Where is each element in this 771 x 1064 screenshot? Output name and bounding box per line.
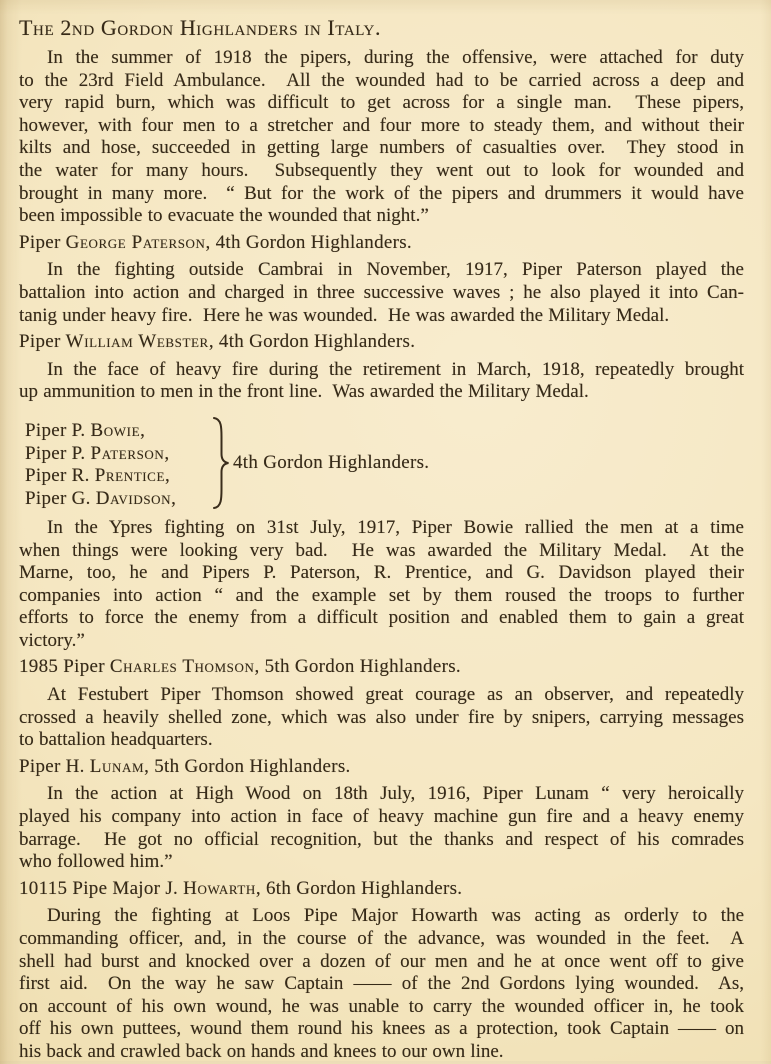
text-line: brought in many more. “ But for the work of the pipers and drummers it would have — [19, 182, 744, 204]
text-run: Piper H. — [19, 755, 90, 777]
text-run: , — [164, 465, 171, 487]
smallcaps-text: The 2nd Gordon Highlanders in Italy. — [19, 15, 382, 40]
smallcaps-text: William Webster — [65, 331, 209, 353]
piper-name — [25, 420, 211, 443]
text-line: to battalion headquarters. — [19, 729, 213, 751]
text-line: the water for many hours. Subsequently they went out to look for wounded and — [19, 159, 744, 181]
text-line: played his company into action in face of heavy machine gun fire and a heavy enemy — [19, 806, 744, 828]
paragraph — [19, 359, 744, 404]
text-line: barrage. He got no official recognition, but the thanks and respect of his comrades — [19, 828, 744, 850]
text-line: first aid. On the way he saw Captain —— of the 2nd Gordons lying wounded. As, — [19, 973, 744, 995]
text-line: to the 23rd Field Ambulance. All the wounded had to be carried across a deep and — [19, 69, 744, 91]
text-line: off his own puttees, wound them round his knees as a protection, took Captain —— on — [19, 1018, 744, 1040]
text-run: , — [164, 442, 170, 464]
text-line: crossed a heavily shelled zone, which was also under fire by snipers, carrying messages — [19, 706, 744, 728]
section-heading — [19, 656, 744, 679]
text-run: Piper G. — [25, 488, 96, 509]
text-line: kilts and hose, succeeded in getting large numbers of casualties over. They stood in — [19, 137, 744, 159]
paragraph — [19, 783, 744, 873]
text-line: Marne, too, he and Pipers P. Paterson, R. Prentice, and G. Davidson played their — [19, 562, 744, 584]
piper-brace-group — [25, 416, 744, 515]
paragraph — [19, 905, 744, 1063]
curly-brace-icon — [211, 416, 231, 515]
piper-name-list — [25, 420, 211, 510]
text-run: , 5th Gordon Highlanders. — [254, 656, 461, 678]
page-title — [19, 15, 744, 41]
text-line: At Festubert Piper Thomson showed great courage as an observer, and repeatedly — [47, 684, 744, 706]
section-heading — [19, 232, 744, 255]
smallcaps-text: Howarth — [183, 877, 256, 899]
piper-name — [25, 488, 211, 511]
text-line: companies into action “ and the example set by them roused the troops to further — [19, 584, 744, 606]
text-line: efforts to force the enemy from a difficult position and enabled them to gain a great — [19, 607, 744, 629]
text-run: Piper R. — [25, 465, 95, 487]
text-line: tanig under heavy fire. Here he was wounded. He was awarded the Military Medal. — [19, 304, 670, 326]
paragraph — [19, 684, 744, 752]
smallcaps-text: Davidson — [95, 488, 172, 509]
text-line: who followed him.” — [19, 851, 173, 873]
text-line: commanding officer, and, in the course of the advance, was wounded in the feet. A — [19, 928, 744, 949]
paragraph — [19, 47, 744, 228]
text-run: , 6th Gordon Highlanders. — [255, 877, 463, 899]
text-run: , — [171, 488, 177, 509]
text-line: his back and crawled back on hands and knees to our own line. — [19, 1040, 504, 1062]
paragraph — [19, 517, 744, 653]
text-run: , 4th Gordon Highlanders. — [208, 331, 416, 353]
text-line: In the face of heavy fire during the retirement in March, 1918, repeatedly brought — [47, 358, 744, 380]
smallcaps-text: Paterson — [90, 442, 165, 464]
section-heading — [19, 878, 744, 901]
piper-name — [25, 465, 211, 488]
text-line: In the fighting outside Cambrai in November, 1917, Piper Paterson played the — [47, 259, 744, 281]
text-line: however, with four men to a stretcher and four more to steady them, and without their — [19, 114, 744, 136]
smallcaps-text: George Paterson — [65, 231, 206, 253]
text-line: victory.” — [19, 629, 85, 651]
text-line: on account of his own wound, he was unable to carry the wounded officer in, he took — [19, 995, 744, 1017]
brace-label: 4th Gordon Highlanders. — [233, 452, 430, 474]
text-run: 10115 Pipe Major J. — [19, 877, 184, 899]
text-line: In the action at High Wood on 18th July, 1916, Piper Lunam “ very heroically — [47, 783, 744, 805]
text-line: During the fighting at Loos Pipe Major Howarth was acting as orderly to the — [47, 905, 744, 927]
text-line: been impossible to evacuate the wounded that night.” — [19, 205, 429, 227]
paragraph — [19, 259, 744, 327]
smallcaps-text: Prentice — [94, 465, 165, 487]
text-line: up ammunition to men in the front line. Was awarded the Military Medal. — [19, 381, 589, 403]
text-line: shell had burst and knocked over a dozen of our men and he at once went off to give — [19, 950, 744, 972]
text-line: when things were looking very bad. He was awarded the Military Medal. At the — [19, 539, 744, 561]
text-line: In the summer of 1918 the pipers, during the offensive, were attached for duty — [47, 47, 744, 68]
text-run: 1985 Piper — [19, 656, 110, 678]
text-run: , — [140, 420, 146, 442]
smallcaps-text: Bowie — [90, 420, 141, 442]
text-run: Piper — [19, 231, 66, 253]
piper-name — [25, 443, 211, 466]
smallcaps-text: Charles Thomson — [109, 656, 255, 678]
text-run: Piper P. — [25, 420, 91, 442]
text-line: battalion into action and charged in three successive waves ; he also played it into Can- — [19, 281, 744, 303]
text-run: Piper — [19, 331, 66, 353]
text-run: , 5th Gordon Highlanders. — [144, 755, 351, 777]
text-line: In the Ypres fighting on 31st July, 1917, Piper Bowie rallied the men at a time — [47, 516, 744, 538]
section-heading — [19, 331, 744, 354]
text-line: very rapid burn, which was difficult to get across for a single man. These pipers, — [19, 92, 744, 114]
text-run: , 4th Gordon Highlanders. — [205, 231, 412, 253]
text-run: Piper P. — [25, 442, 91, 464]
smallcaps-text: Lunam — [89, 755, 145, 777]
section-heading — [19, 756, 744, 779]
